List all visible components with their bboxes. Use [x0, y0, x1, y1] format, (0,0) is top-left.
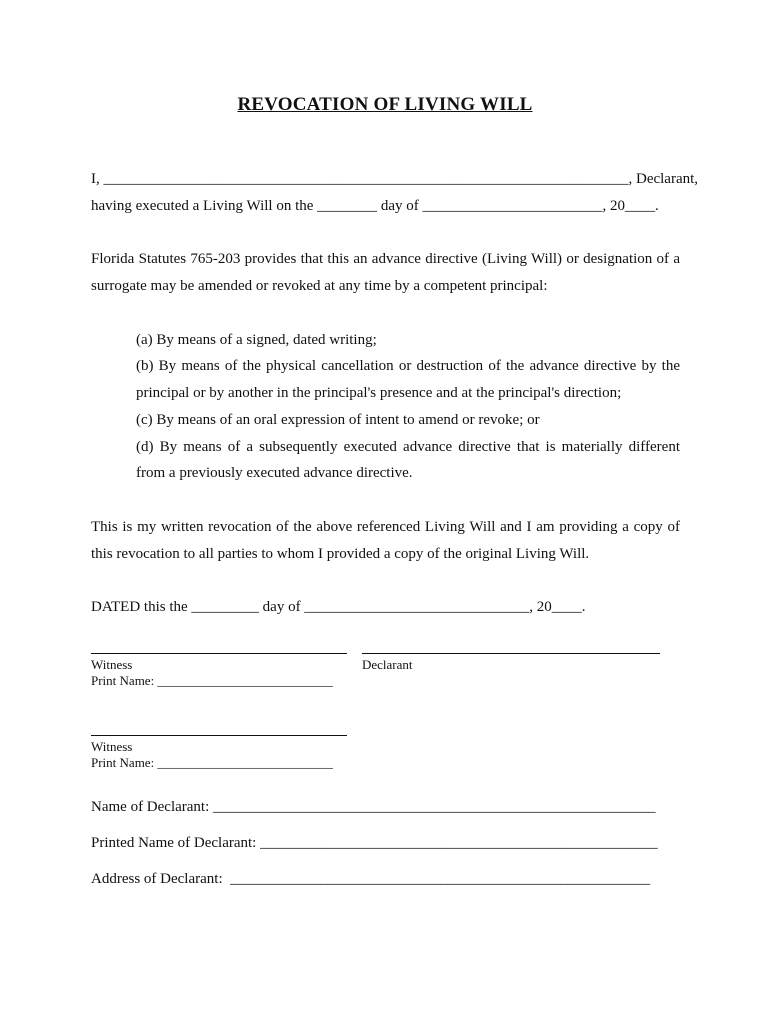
means-item-b-line-1: (b) By means of the physical cancellation or destruction of the advance directive by the [136, 358, 680, 374]
declarant-printed-name-field: Printed Name of Declarant: _____________________________________________________ [91, 835, 658, 851]
statute-paragraph-line-2: surrogate may be amended or revoked at any time by a competent principal: [91, 278, 548, 294]
page-title: REVOCATION OF LIVING WILL [237, 94, 533, 115]
means-item-d-line-1: (d) By means of a subsequently executed advance directive that is materially different [136, 439, 680, 455]
witness-1-print-name: Print Name: ___________________________ [91, 673, 333, 688]
witness-1-signature-line [91, 653, 347, 654]
declarant-address-field: Address of Declarant: ________________________________________________________ [91, 871, 651, 887]
declarant-label: Declarant [362, 657, 413, 672]
revocation-paragraph-line-1: This is my written revocation of the above referenced Living Will and I am providing a copy of [91, 519, 680, 535]
means-item-c: (c) By means of an oral expression of intent to amend or revoke; or [136, 412, 540, 428]
means-item-a: (a) By means of a signed, dated writing; [136, 332, 377, 348]
declarant-name-field: Name of Declarant: ___________________________________________________________ [91, 799, 656, 815]
witness-2-print-name: Print Name: ___________________________ [91, 755, 333, 770]
statute-paragraph-line-1: Florida Statutes 765-203 provides that this an advance directive (Living Will) or designation of a [91, 251, 680, 267]
dated-line: DATED this the _________ day of ______________________________, 20____. [91, 599, 586, 615]
means-item-b-line-2: principal or by another in the principal's presence and at the principal's direction; [136, 385, 622, 401]
witness-2-signature-line [91, 735, 347, 736]
witness-2-label: Witness [91, 739, 133, 754]
revocation-paragraph-line-2: this revocation to all parties to whom I provided a copy of the original Living Will. [91, 546, 590, 562]
means-item-d-line-2: from a previously executed advance directive. [136, 465, 413, 481]
declarant-intro-line: I, ______________________________________________________________________, Declarant, [91, 171, 699, 187]
witness-1-label: Witness [91, 657, 133, 672]
declarant-signature-line [362, 653, 660, 654]
execution-date-line: having executed a Living Will on the ________ day of ________________________, 20____. [91, 198, 659, 214]
